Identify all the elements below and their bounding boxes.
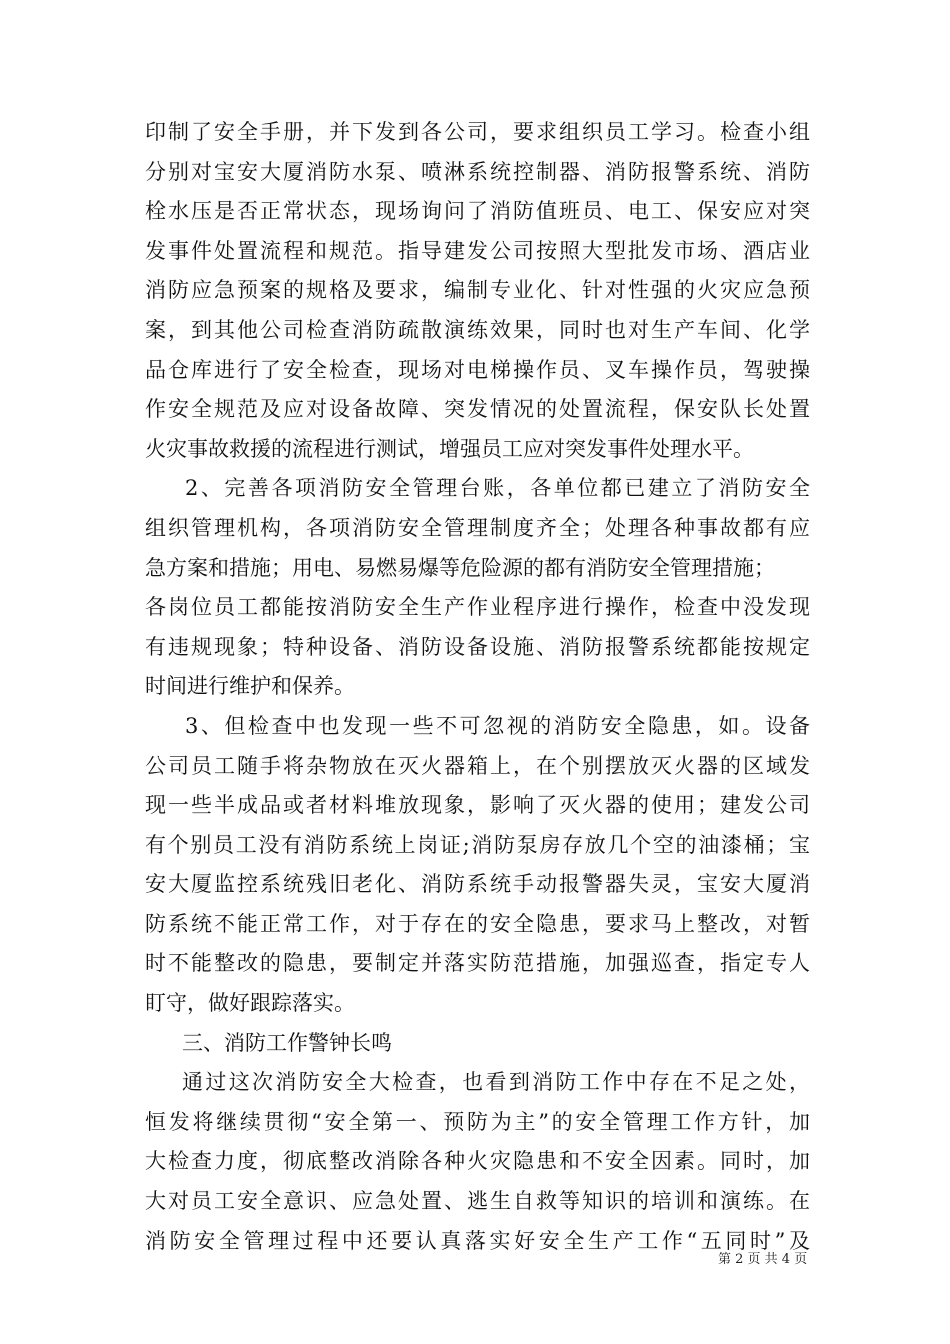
text-line: 栓水压是否正常状态，现场询问了消防值班员、电工、保安应对突 xyxy=(145,199,810,224)
text-line: 印制了安全手册，并下发到各公司，要求组织员工学习。检查小组 xyxy=(145,120,810,144)
text-line: 品仓库进行了安全检查，现场对电梯操作员、叉车操作员，驾驶操 xyxy=(145,357,810,382)
text-line: 案，到其他公司检查消防疏散演练效果，同时也对生产车间、化学 xyxy=(145,317,810,342)
text-line: 消防安全管理过程中还要认真落实好安全生产工作“五同时”及 xyxy=(145,1228,810,1253)
text-line: 有个别员工没有消防系统上岗证;消防泵房存放几个空的油漆桶；宝 xyxy=(145,832,810,857)
paragraph-start-line: 3、但检查中也发现一些不可忽视的消防安全隐患，如。设备 xyxy=(185,713,810,738)
paragraph-start-line: 2、完善各项消防安全管理台账，各单位都已建立了消防安全 xyxy=(185,476,810,501)
paragraph-start-line: 通过这次消防安全大检查，也看到消防工作中存在不足之处， xyxy=(182,1070,810,1095)
text-line: 大检查力度，彻底整改消除各种火灾隐患和不安全因素。同时，加 xyxy=(145,1149,810,1174)
text-line: 恒发将继续贯彻“安全第一、预防为主”的安全管理工作方针，加 xyxy=(145,1109,810,1134)
text-line: 作安全规范及应对设备故障、突发情况的处置流程，保安队长处置 xyxy=(145,397,810,422)
text-line: 火灾事故救援的流程进行测试，增强员工应对突发事件处理水平。 xyxy=(145,436,754,461)
text-line: 公司员工随手将杂物放在灭火器箱上，在个别摆放灭火器的区域发 xyxy=(145,753,810,778)
text-line: 大对员工安全意识、应急处置、逃生自救等知识的培训和演练。在 xyxy=(145,1189,810,1214)
text-line: 消防应急预案的规格及要求，编制专业化、针对性强的火灾应急预 xyxy=(145,278,810,303)
text-line: 组织管理机构，各项消防安全管理制度齐全；处理各种事故都有应 xyxy=(145,515,810,540)
body-text xyxy=(145,113,810,1261)
text-line: 有违规现象；特种设备、消防设备设施、消防报警系统都能按规定 xyxy=(145,634,810,659)
text-line: 发事件处置流程和规范。指导建发公司按照大型批发市场、酒店业 xyxy=(145,238,810,263)
text-line: 分别对宝安大厦消防水泵、喷淋系统控制器、消防报警系统、消防 xyxy=(145,159,810,184)
section-heading: 三、消防工作警钟长鸣 xyxy=(182,1030,392,1055)
page-number: 第 2 页 共 4 页 xyxy=(718,1252,808,1267)
text-line: 时不能整改的隐患，要制定并落实防范措施，加强巡查，指定专人 xyxy=(145,951,810,976)
text-line: 防系统不能正常工作，对于存在的安全隐患，要求马上整改，对暂 xyxy=(145,911,810,936)
text-line: 各岗位员工都能按消防安全生产作业程序进行操作，检查中没发现 xyxy=(145,595,810,620)
text-line: 急方案和措施；用电、易燃易爆等危险源的都有消防安全管理措施； xyxy=(145,555,775,580)
text-line: 盯守，做好跟踪落实。 xyxy=(145,991,355,1016)
text-line: 现一些半成品或者材料堆放现象，影响了灭火器的使用；建发公司 xyxy=(145,793,810,818)
text-line: 时间进行维护和保养。 xyxy=(145,674,355,699)
text-line: 安大厦监控系统残旧老化、消防系统手动报警器失灵，宝安大厦消 xyxy=(145,872,810,897)
